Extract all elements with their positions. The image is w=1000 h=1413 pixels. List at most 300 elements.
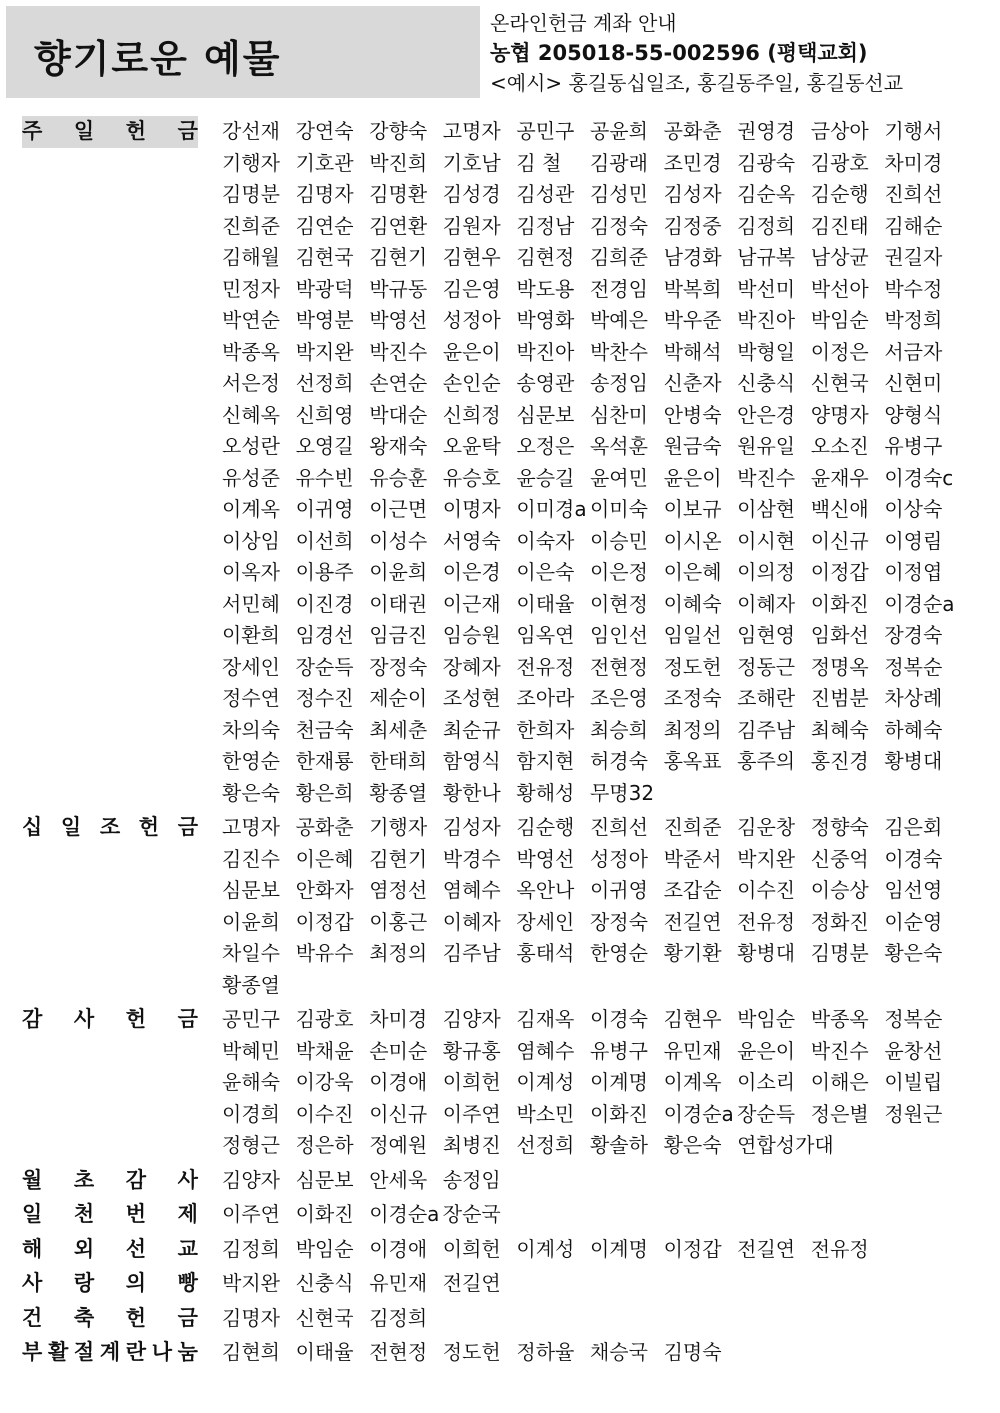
donor-name: 송정임 [589, 371, 648, 395]
donor-name: 민정자 [222, 276, 280, 301]
offering-section [22, 812, 997, 1001]
donor-name: 이계성 [516, 1070, 575, 1094]
donor-name: 임현영 [737, 623, 796, 647]
donor-name-list [198, 812, 997, 1001]
donor-name: 장혜자 [442, 654, 501, 679]
donor-name: 박영화 [516, 308, 575, 332]
donor-name: 이주연 [222, 1202, 280, 1226]
donor-name: 이혜숙 [663, 591, 722, 616]
donor-name: 이경애 [369, 1070, 428, 1094]
donor-name: 이계옥 [222, 497, 280, 521]
donor-name: 손미순 [369, 1038, 428, 1063]
donor-name: 장순득 [295, 654, 354, 679]
donor-name: 박진아 [516, 339, 575, 364]
donor-name: 허경숙 [589, 749, 648, 773]
donor-name: 유수빈 [295, 465, 354, 490]
donor-name: 진희선 [884, 182, 943, 206]
donor-name: 박영선 [369, 308, 428, 332]
donor-name: 이계명 [589, 1070, 648, 1094]
donor-name: 김순행 [810, 182, 869, 206]
donor-name: 이옥자 [222, 560, 280, 584]
donor-name: 박해석 [663, 339, 722, 364]
section-label-char: 절 [73, 1340, 95, 1364]
donor-name: 이강욱 [295, 1070, 354, 1094]
section-label-text [22, 1234, 198, 1266]
donor-name: 신혜옥 [222, 402, 280, 427]
section-label-char: 번 [125, 1202, 147, 1226]
donor-name: 김현정 [516, 245, 575, 269]
donor-name: 윤승길 [516, 465, 575, 490]
offering-section [22, 1234, 997, 1266]
donor-name: 이귀영 [295, 497, 354, 521]
donor-name: 조갑순 [663, 878, 722, 902]
section-label-char: 부 [22, 1340, 43, 1364]
donor-name: 박유수 [295, 941, 354, 965]
donor-name: 송정임 [442, 1167, 501, 1192]
donor-name: 정형근 [222, 1133, 280, 1157]
donor-name: 박연순 [222, 308, 280, 332]
donor-name: 유병구 [884, 434, 943, 458]
donor-name: 원금숙 [663, 434, 722, 458]
donor-name: 신현국 [810, 371, 869, 395]
donor-name: 차미경 [369, 1007, 428, 1031]
donor-name: 김현국 [295, 245, 354, 269]
donor-name: 심문보 [516, 402, 575, 427]
donor-name: 남규복 [737, 245, 796, 269]
donor-name: 정수연 [222, 686, 280, 710]
donor-name: 임경선 [295, 623, 354, 647]
donor-name: 이은혜 [295, 846, 354, 871]
section-label-char: 금 [177, 1007, 198, 1031]
section-label-char: 십 [22, 815, 43, 839]
donor-name: 이주연 [442, 1101, 501, 1126]
donor-name: 김정희 [369, 1305, 428, 1330]
donor-name: 김명자 [222, 1305, 280, 1330]
donor-name: 김진수 [222, 846, 280, 871]
donor-name: 제순이 [369, 686, 428, 710]
donor-name: 전유정 [516, 654, 575, 679]
donor-name: 황한나 [442, 780, 501, 805]
donor-name: 박대순 [369, 402, 428, 427]
donor-name: 이정갑 [810, 560, 869, 584]
donor-name: 차의숙 [222, 717, 280, 742]
offering-sections [22, 116, 997, 1369]
section-label-text [22, 1268, 198, 1300]
donor-name: 김정숙 [589, 213, 648, 238]
donor-name: 신현국 [295, 1305, 354, 1330]
donor-name: 정하율 [516, 1340, 575, 1364]
donor-name: 심문보 [222, 878, 280, 902]
donor-name: 기호남 [442, 150, 501, 175]
donor-name-list [198, 116, 997, 809]
account-info-heading: 온라인헌금 계좌 안내 [490, 11, 677, 35]
donor-name: 유병구 [589, 1038, 648, 1063]
donor-name: 박영분 [295, 308, 354, 332]
donor-name-list [198, 1337, 997, 1369]
donor-name: 이윤희 [222, 909, 280, 934]
donor-name: 황기환 [663, 941, 722, 965]
donor-name: 윤은이 [737, 1038, 796, 1063]
donor-name: 이희헌 [442, 1070, 501, 1094]
donor-name: 기호관 [295, 150, 354, 175]
section-label [22, 1303, 198, 1335]
donor-name: 장정숙 [369, 654, 428, 679]
donor-name: 남상균 [810, 245, 869, 269]
donor-name: 정향숙 [810, 815, 869, 839]
donor-name: 강연숙 [295, 119, 354, 143]
donor-name: 전경임 [589, 276, 648, 301]
offering-section [22, 1268, 997, 1300]
section-label-char: 감 [125, 1167, 147, 1192]
donor-name: 이수진 [737, 878, 796, 902]
donor-name: 정원근 [884, 1101, 943, 1126]
donor-name-list [198, 1199, 997, 1231]
donor-name: 진희선 [589, 815, 648, 839]
donor-name: 이상숙 [884, 497, 943, 521]
donor-name: 김주남 [442, 941, 501, 965]
section-label-char: 조 [99, 815, 121, 839]
donor-name: 최정의 [369, 941, 428, 965]
donor-name: 김명숙 [663, 1340, 722, 1364]
donor-name: 이태율 [295, 1340, 354, 1364]
donor-name: 김현우 [442, 245, 501, 269]
donor-name: 이혜자 [442, 909, 501, 934]
donor-name: 이정갑 [295, 909, 354, 934]
section-label-char: 헌 [125, 1007, 147, 1031]
donor-name: 김진태 [810, 213, 869, 238]
section-label [22, 812, 198, 844]
section-label-char: 금 [177, 1305, 198, 1330]
section-label-char: 사 [73, 1007, 95, 1031]
donor-name: 신충식 [737, 371, 796, 395]
account-info-example: <예시> 홍길동십일조, 홍길동주일, 홍길동선교 [490, 71, 904, 95]
donor-name: 채승국 [589, 1340, 648, 1364]
donor-name: 이정엽 [884, 560, 943, 584]
donor-name: 한태희 [369, 749, 428, 773]
section-label-char: 주 [22, 119, 43, 143]
page-title: 향기로운 예물 [34, 37, 282, 81]
donor-name: 한희자 [516, 717, 575, 742]
donor-name: 서민혜 [222, 591, 280, 616]
donor-name: 양명자 [810, 402, 869, 427]
donor-name: 오성란 [222, 434, 280, 458]
donor-name: 차일수 [222, 941, 280, 965]
donor-name: 황종열 [369, 780, 428, 805]
donor-name: 황은숙 [884, 941, 943, 965]
donor-name: 임승원 [442, 623, 501, 647]
donor-name: 김연환 [369, 213, 428, 238]
section-label-char: 계 [99, 1340, 121, 1364]
donor-name: 임선영 [884, 878, 943, 902]
donor-name: 송영관 [516, 371, 575, 395]
donor-name: 이근재 [442, 591, 501, 616]
donor-name: 박경수 [442, 846, 501, 871]
donor-name: 최승희 [589, 717, 648, 742]
donor-name: 김희준 [589, 245, 648, 269]
donor-name: 김 철 [516, 150, 562, 175]
donor-name: 이상임 [222, 528, 280, 553]
section-label [22, 1004, 198, 1036]
donor-name: 최정의 [663, 717, 722, 742]
donor-name: 강선재 [222, 119, 280, 143]
donor-name: 이해은 [810, 1070, 869, 1094]
donor-name-list [198, 1303, 997, 1335]
donor-name: 박임순 [810, 308, 869, 332]
donor-name: 이승상 [810, 878, 869, 902]
donor-name: 이계명 [589, 1236, 648, 1261]
section-label-char: 축 [73, 1305, 95, 1330]
offering-section [22, 1337, 997, 1369]
donor-name: 윤재우 [810, 465, 869, 490]
donor-name: 이경애 [369, 1236, 428, 1261]
section-label-text [22, 1199, 198, 1231]
donor-name: 박복희 [663, 276, 722, 301]
donor-name: 김은영 [442, 276, 501, 301]
donor-name: 손연순 [369, 371, 428, 395]
donor-name-list [198, 1004, 997, 1162]
donor-name: 안은경 [737, 402, 796, 427]
donor-name: 장경숙 [884, 623, 943, 647]
donor-name: 이화진 [589, 1101, 648, 1126]
donor-name: 정화진 [810, 909, 869, 934]
donor-name: 이보규 [663, 497, 722, 521]
donor-name: 황종열 [222, 972, 280, 997]
donor-name: 공윤희 [589, 119, 648, 143]
bank-account-number: 농협 205018-55-002596 (평택교회) [490, 41, 868, 65]
donor-name: 서영숙 [442, 528, 501, 553]
donor-name: 김양자 [442, 1007, 501, 1031]
donor-name: 기행서 [884, 119, 943, 143]
section-label-char: 금 [177, 815, 198, 839]
donor-name: 공화춘 [663, 119, 722, 143]
section-label-char: 의 [125, 1271, 147, 1295]
donor-name: 이진경 [295, 591, 354, 616]
donor-name: 임금진 [369, 623, 428, 647]
donor-name: 이경순a [663, 1101, 734, 1126]
donor-name: 이승민 [589, 528, 648, 553]
donor-name: 전길연 [663, 909, 722, 934]
donor-name: 박영선 [516, 846, 575, 871]
section-label-char: 월 [22, 1167, 43, 1192]
donor-name-list [198, 1268, 997, 1300]
donor-name: 김순옥 [737, 182, 796, 206]
donor-name: 이환희 [222, 623, 280, 647]
donor-name: 신충식 [295, 1271, 354, 1295]
donor-name: 유성준 [222, 465, 280, 490]
donor-name: 신희정 [442, 402, 501, 427]
donor-name: 기행자 [222, 150, 280, 175]
donor-name: 이은숙 [516, 560, 575, 584]
donor-name: 황은숙 [663, 1133, 722, 1157]
donor-name: 염혜수 [516, 1038, 575, 1063]
donor-name: 오영길 [295, 434, 354, 458]
section-label [22, 116, 198, 148]
donor-name: 박도용 [516, 276, 575, 301]
donor-name: 이신규 [810, 528, 869, 553]
section-label-char: 헌 [125, 1305, 147, 1330]
donor-name: 조민경 [663, 150, 722, 175]
donor-name: 함영식 [442, 749, 501, 773]
donor-name: 박예은 [589, 308, 648, 332]
section-label-char: 일 [73, 119, 95, 143]
donor-name: 이선희 [295, 528, 354, 553]
section-label-char: 사 [22, 1271, 43, 1295]
donor-name: 염정선 [369, 878, 428, 902]
donor-name: 윤은이 [663, 465, 722, 490]
donor-name: 이경숙 [589, 1007, 648, 1031]
donor-name: 박소민 [516, 1101, 575, 1126]
donor-name: 조정숙 [663, 686, 722, 710]
donor-name: 심찬미 [589, 402, 648, 427]
section-label-text [22, 1303, 198, 1335]
section-label [22, 1337, 198, 1369]
donor-name: 박지완 [222, 1271, 280, 1295]
donor-name: 이순영 [884, 909, 943, 934]
donor-name: 임화선 [810, 623, 869, 647]
donor-name: 장순국 [442, 1202, 501, 1226]
section-label [22, 1234, 198, 1266]
donor-name: 염혜수 [442, 878, 501, 902]
section-label-char: 제 [177, 1202, 198, 1226]
donor-name: 이화진 [295, 1202, 354, 1226]
donor-name: 전현정 [589, 654, 648, 679]
donor-name: 이경순a [884, 591, 955, 616]
donor-name: 정은별 [810, 1101, 869, 1126]
section-label-text [22, 116, 198, 148]
donor-name: 선정희 [516, 1133, 575, 1157]
donor-name: 왕재숙 [369, 434, 428, 458]
donor-name: 옥안나 [516, 878, 575, 902]
donor-name: 김성민 [589, 182, 648, 206]
donor-name: 김광래 [589, 150, 648, 175]
donor-name: 황해성 [516, 780, 575, 805]
donor-name: 이경순a [369, 1202, 440, 1226]
donor-name: 김주남 [737, 717, 796, 742]
donor-name: 이화진 [810, 591, 869, 616]
donor-name: 박진수 [737, 465, 796, 490]
donor-name: 유민재 [663, 1038, 722, 1063]
donor-name: 이수진 [295, 1101, 354, 1126]
donor-name: 황솔하 [589, 1133, 648, 1157]
donor-name: 심문보 [295, 1167, 354, 1192]
donor-name: 백신애 [810, 497, 869, 521]
donor-name: 금상아 [810, 119, 869, 143]
donor-name: 이용주 [295, 560, 354, 584]
donor-name: 황규홍 [442, 1038, 501, 1063]
donor-name: 김성자 [442, 815, 501, 839]
donor-name: 황은희 [295, 780, 354, 805]
section-label-char: 란 [125, 1340, 147, 1364]
donor-name: 김현우 [663, 1007, 722, 1031]
donor-name: 김성관 [516, 182, 575, 206]
donor-name: 이삼현 [737, 497, 796, 521]
donor-name: 이혜자 [737, 591, 796, 616]
donor-name: 이정은 [810, 339, 869, 364]
donor-name: 윤여민 [589, 465, 648, 490]
donor-name: 정은하 [295, 1133, 354, 1157]
donor-name: 김명환 [369, 182, 428, 206]
donor-name: 이계옥 [663, 1070, 722, 1094]
donor-name: 장세인 [516, 909, 575, 934]
offering-section [22, 116, 997, 809]
donor-name: 조은영 [589, 686, 648, 710]
section-label-text [22, 1165, 198, 1197]
donor-name: 양형식 [884, 402, 943, 427]
donor-name: 박우준 [663, 308, 722, 332]
donor-name: 윤창선 [884, 1038, 943, 1063]
donor-name: 이귀영 [589, 878, 648, 902]
donor-name: 안세욱 [369, 1167, 428, 1192]
section-label-char: 빵 [177, 1271, 198, 1295]
donor-name: 박종옥 [222, 339, 280, 364]
donor-name: 신중억 [810, 846, 869, 871]
donor-name: 김광호 [810, 150, 869, 175]
donor-name: 조해란 [737, 686, 796, 710]
donor-name: 김양자 [222, 1167, 280, 1192]
donor-name: 정도헌 [663, 654, 722, 679]
donor-name: 이태권 [369, 591, 428, 616]
offering-section [22, 1004, 997, 1162]
section-label-char: 감 [22, 1007, 43, 1031]
donor-name: 윤은이 [442, 339, 501, 364]
donor-name: 이근면 [369, 497, 428, 521]
donor-name-list [198, 1234, 997, 1266]
title-box [6, 6, 480, 98]
donor-name: 김해월 [222, 245, 280, 269]
donor-name: 김정희 [737, 213, 796, 238]
account-info [490, 8, 995, 98]
donor-name: 홍옥표 [663, 749, 722, 773]
donor-name: 권길자 [884, 245, 943, 269]
donor-name: 고명자 [222, 815, 280, 839]
donor-name: 진범분 [810, 686, 869, 710]
donor-name: 박임순 [737, 1007, 796, 1031]
donor-name: 신현미 [884, 371, 943, 395]
donor-name: 김운창 [737, 815, 796, 839]
donor-name: 박규동 [369, 276, 428, 301]
section-label-char: 선 [125, 1236, 147, 1261]
section-label-text [22, 1337, 198, 1369]
donor-name: 이홍근 [369, 909, 428, 934]
donor-name: 김현기 [369, 846, 428, 871]
donor-name: 박형일 [737, 339, 796, 364]
donor-name: 남경화 [663, 245, 722, 269]
donor-name: 이경희 [222, 1101, 280, 1126]
donor-name: 조아라 [516, 686, 575, 710]
donor-name: 박정희 [884, 308, 943, 332]
section-label-char: 헌 [125, 119, 147, 143]
donor-name: 권영경 [737, 119, 796, 143]
section-label-char: 헌 [138, 815, 160, 839]
donor-name: 옥석훈 [589, 434, 648, 458]
donor-name: 신춘자 [663, 371, 722, 395]
donor-name: 황은숙 [222, 780, 280, 805]
section-label-char: 해 [22, 1236, 43, 1261]
donor-name: 이숙자 [516, 528, 575, 553]
donor-name: 황병대 [737, 941, 796, 965]
donor-name: 박선아 [810, 276, 869, 301]
donor-name: 임일선 [663, 623, 722, 647]
donor-name: 박지완 [295, 339, 354, 364]
donor-name: 윤해숙 [222, 1070, 280, 1094]
donor-name: 진희준 [663, 815, 722, 839]
donor-name: 오정은 [516, 434, 575, 458]
donor-name: 홍진경 [810, 749, 869, 773]
donor-name: 고명자 [442, 119, 501, 143]
donor-name: 이의정 [737, 560, 796, 584]
donor-name: 이은혜 [663, 560, 722, 584]
donor-name: 한영순 [589, 941, 648, 965]
